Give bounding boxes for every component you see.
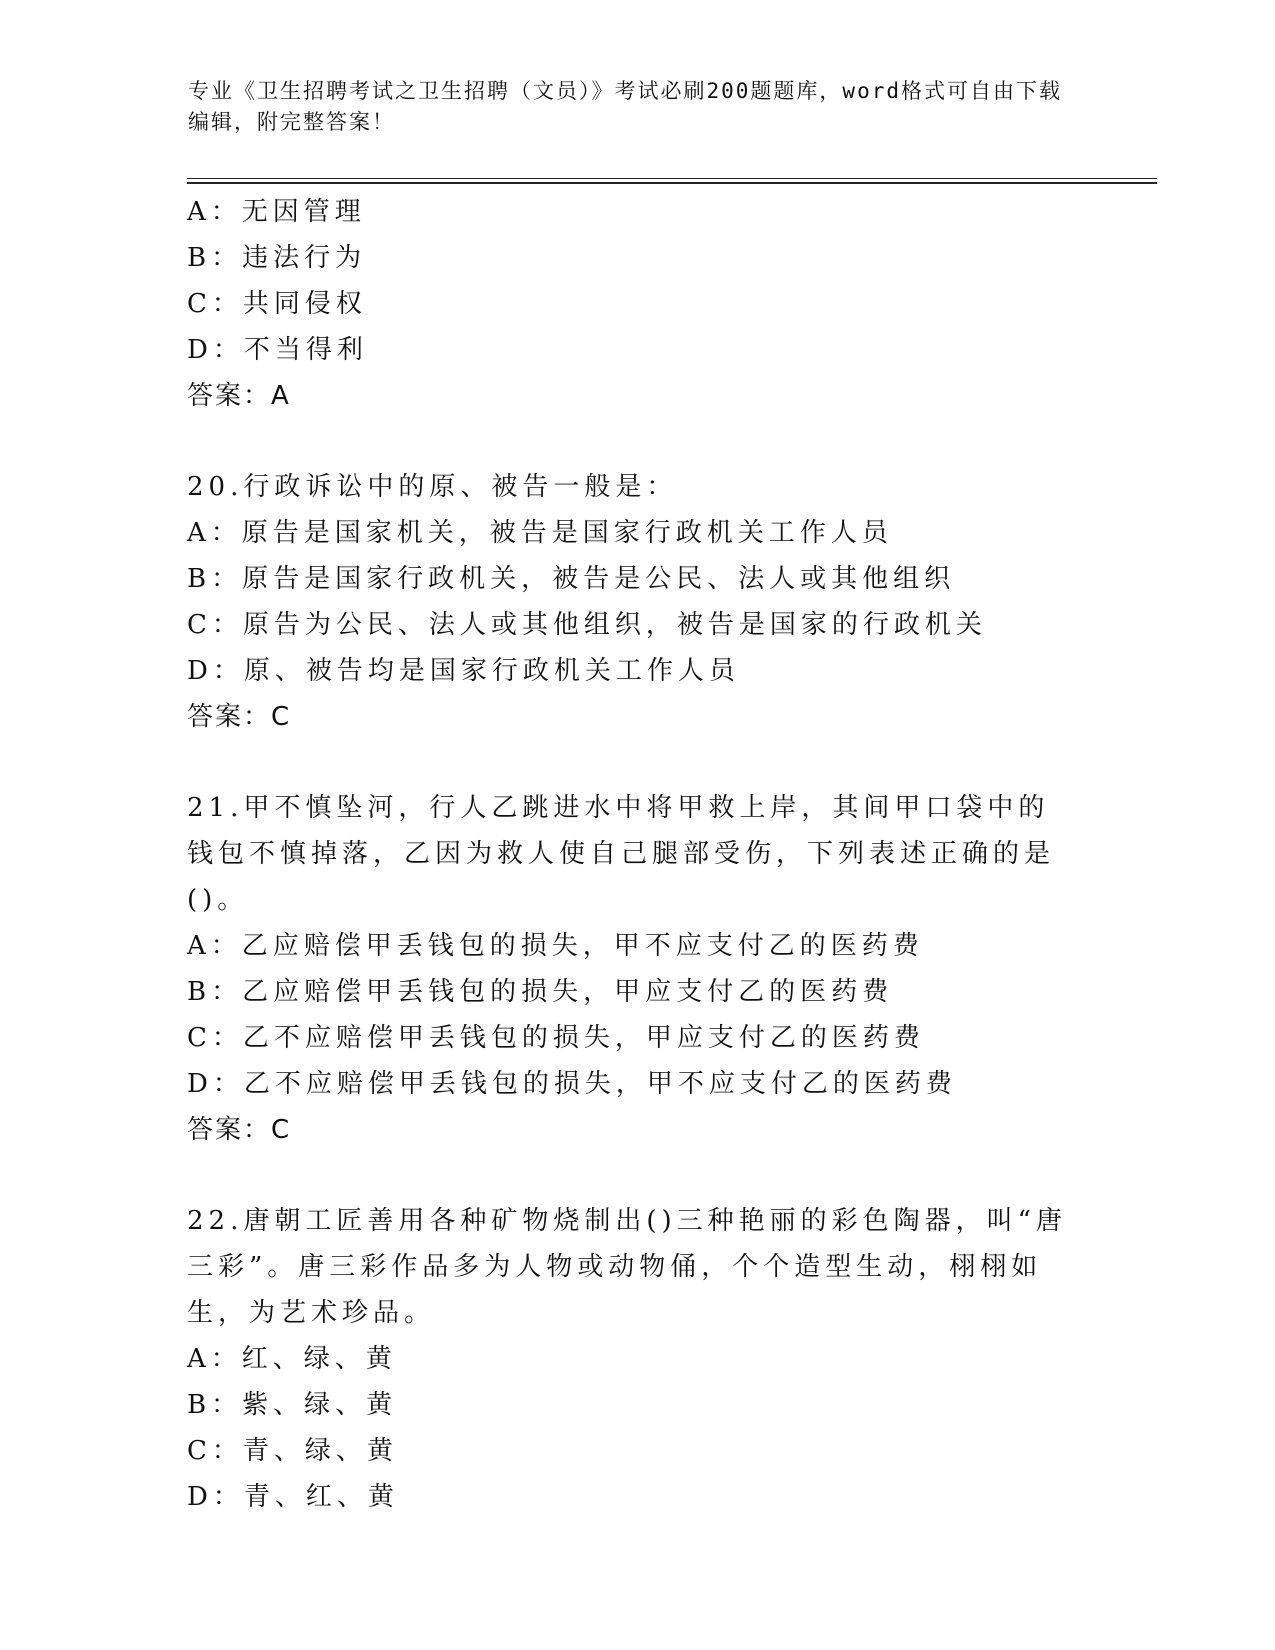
question-21-answer: 答案：C (187, 1115, 292, 1145)
question-22-stem: 22.唐朝工匠善用各种矿物烧制出()三种艳丽的彩色陶器，叫“唐三彩”。唐三彩作品多为人物或动物俑，个个造型生动，栩栩如生，为艺术珍品。 (187, 1206, 1067, 1328)
question-20-stem: 20.行政诉讼中的原、被告一般是： (187, 472, 678, 502)
question-19-option-c: C：共同侵权 (187, 289, 367, 319)
question-21-stem: 21.甲不慎坠河，行人乙跳进水中将甲救上岸，其间甲口袋中的钱包不慎掉落，乙因为救人使自己腿部受伤，下列表述正确的是()。 (187, 793, 1056, 915)
question-list (187, 189, 1087, 1520)
question-21-option-c: C：乙不应赔偿甲丢钱包的损失，甲应支付乙的医药费 (187, 1023, 925, 1053)
question-19-option-d: D：不当得利 (187, 335, 368, 365)
question-19-option-a: A：无因管理 (187, 197, 366, 227)
question-22-option-a: A：红、绿、黄 (187, 1344, 397, 1374)
question-21-block (187, 785, 1087, 1153)
question-20-block (187, 464, 1087, 740)
question-20-answer: 答案：C (187, 702, 292, 732)
spacer (187, 1153, 1087, 1198)
spacer (187, 740, 1087, 785)
question-20-option-b: B：原告是国家行政机关，被告是公民、法人或其他组织 (187, 564, 956, 594)
question-19-block (187, 189, 1087, 419)
question-22-option-b: B：紫、绿、黄 (187, 1390, 398, 1420)
header-divider-thick (187, 182, 1157, 184)
question-22-block (187, 1198, 1087, 1520)
question-22-option-c: C：青、绿、黄 (187, 1436, 398, 1466)
question-22-option-d: D：青、红、黄 (187, 1482, 399, 1512)
header-divider-thin (187, 178, 1157, 179)
spacer (187, 419, 1087, 464)
question-19-option-b: B：违法行为 (187, 243, 367, 273)
question-21-option-d: D：乙不应赔偿甲丢钱包的损失，甲不应支付乙的医药费 (187, 1069, 957, 1099)
question-21-option-b: B：乙应赔偿甲丢钱包的损失，甲应支付乙的医药费 (187, 977, 894, 1007)
question-20-option-a: A：原告是国家机关，被告是国家行政机关工作人员 (187, 518, 893, 548)
question-19-answer: 答案：A (187, 381, 291, 411)
document-header: 专业《卫生招聘考试之卫生招聘（文员）》考试必刷200题题库，word格式可自由下载编辑，附完整答案！ (188, 79, 1062, 134)
question-20-option-d: D：原、被告均是国家行政机关工作人员 (187, 656, 740, 686)
question-21-option-a: A：乙应赔偿甲丢钱包的损失，甲不应支付乙的医药费 (187, 931, 924, 961)
question-20-option-c: C：原告为公民、法人或其他组织，被告是国家的行政机关 (187, 610, 987, 640)
